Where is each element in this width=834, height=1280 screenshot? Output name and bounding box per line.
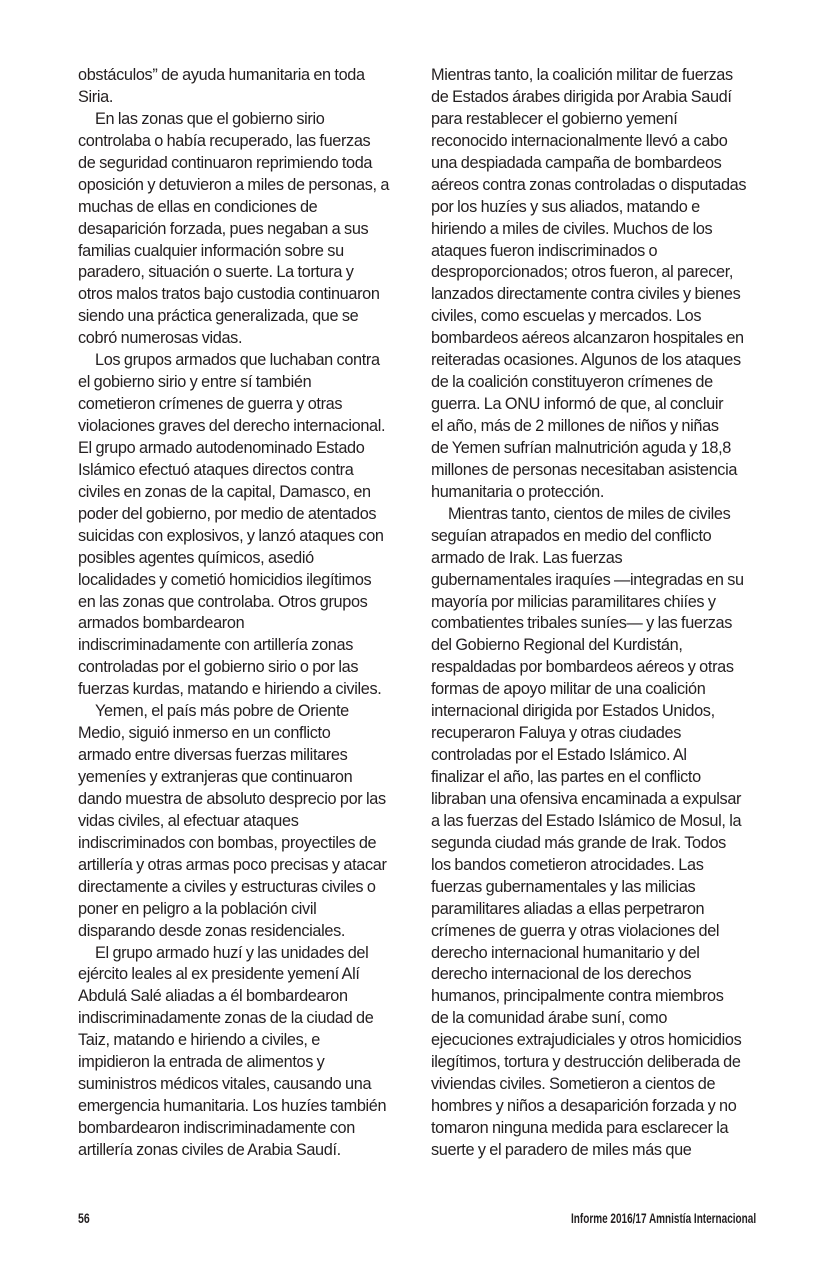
text-line: finalizar el año, las partes en el conflicto (431, 768, 701, 786)
text-line: emergencia humanitaria. Los huzíes también (78, 1097, 387, 1116)
text-line: cometieron crímenes de guerra y otras (78, 395, 343, 414)
text-line: Taiz, matando e hiriendo a civiles, e (78, 1031, 320, 1050)
page-number: 56 (78, 1211, 90, 1226)
text-line: suerte y el paradero de miles más que (431, 1140, 692, 1159)
text-line: hombres y niños a desaparición forzada y no (431, 1097, 737, 1116)
text-line: poner en peligro a la población civil (78, 899, 317, 918)
text-line: paradero, situación o suerte. La tortura y (78, 263, 354, 282)
text-line: de la coalición constituyeron crímenes de (431, 373, 713, 392)
paragraph-start-line: Mientras tanto, cientos de miles de civiles (448, 504, 731, 523)
text-line: suministros médicos vitales, causando una (78, 1075, 372, 1094)
text-line: Islámico efectuó ataques directos contra (78, 460, 354, 479)
text-line: gubernamentales iraquíes —integradas en su (431, 570, 744, 589)
text-line: Mientras tanto, la coalición militar de fuerzas (431, 66, 733, 84)
text-line: impidieron la entrada de alimentos y (78, 1053, 325, 1072)
text-line: de la comunidad árabe suní, como (431, 1009, 668, 1028)
text-line: de Yemen sufrían malnutrición aguda y 18,8 (431, 438, 731, 457)
text-line: ejército leales al ex presidente yemení Alí (78, 965, 360, 984)
text-line: combatientes tribales suníes— y las fuerzas (431, 614, 732, 633)
text-line: armado entre diversas fuerzas militares (78, 746, 348, 765)
text-line: suicidas con explosivos, y lanzó ataques con (78, 526, 384, 545)
text-line: seguían atrapados en medio del conflicto (431, 526, 712, 545)
text-line: el gobierno sirio y entre sí también (78, 373, 312, 392)
text-line: a las fuerzas del Estado Islámico de Mosul, la (431, 811, 742, 830)
text-line: armado de Irak. Las fuerzas (431, 548, 623, 567)
text-line: desproporcionados; otros fueron, al parecer, (431, 263, 734, 282)
text-line: cobró numerosas vidas. (78, 329, 243, 348)
text-line: mayoría por milicias paramilitares chiíes y (431, 592, 716, 611)
text-line: familias cualquier información sobre su (78, 241, 344, 260)
text-line: siendo una práctica generalizada, que se (78, 307, 359, 326)
text-line: crímenes de guerra y otras violaciones del (431, 921, 720, 940)
text-line: del Gobierno Regional del Kurdistán, (431, 636, 683, 655)
text-line: fuerzas gubernamentales y las milicias (431, 877, 696, 896)
text-line: hiriendo a miles de civiles. Muchos de los (431, 219, 713, 238)
text-line: derecho internacional humanitario y del (431, 943, 700, 962)
text-line: violaciones graves del derecho internacional. (78, 417, 386, 435)
left-column (78, 65, 414, 1162)
text-line: formas de apoyo militar de una coalición (431, 680, 706, 699)
text-line: posibles agentes químicos, asedió (78, 548, 314, 567)
text-line: millones de personas necesitaban asistencia (431, 460, 738, 479)
text-line: desaparición forzada, pues negaban a sus (78, 219, 369, 238)
text-line: indiscriminadamente con artillería zonas (78, 636, 353, 655)
text-line: localidades y cometió homicidios ilegítimos (78, 570, 372, 589)
right-column (431, 65, 767, 1162)
text-line: guerra. La ONU informó de que, al concluir (431, 395, 724, 414)
text-line: yemeníes y extranjeras que continuaron (78, 768, 353, 786)
text-line: internacional dirigida por Estados Unidos, (431, 702, 715, 721)
text-line: Siria. (78, 87, 113, 106)
text-line: controladas por el Estado Islámico. Al (431, 746, 687, 765)
text-line: una despiadada campaña de bombardeos (431, 153, 722, 172)
text-line: bombardeos aéreos alcanzaron hospitales en (431, 329, 744, 348)
text-line: controladas por el gobierno sirio o por las (78, 658, 359, 677)
text-line: obstáculos” de ayuda humanitaria en toda (78, 66, 365, 84)
text-line: recuperaron Faluya y otras ciudades (431, 724, 682, 743)
paragraph-start-line: El grupo armado huzí y las unidades del (95, 943, 369, 962)
text-line: lanzados directamente contra civiles y bienes (431, 285, 741, 304)
text-line: fuerzas kurdas, matando e hiriendo a civiles. (78, 680, 382, 699)
text-line: vidas civiles, al efectuar ataques (78, 811, 299, 830)
text-line: derecho internacional de los derechos (431, 965, 692, 984)
text-line: reconocido internacionalmente llevó a cabo (431, 131, 728, 150)
text-line: bombardearon indiscriminadamente con (78, 1119, 355, 1137)
text-line: dando muestra de absoluto desprecio por las (78, 789, 386, 808)
text-line: para restablecer el gobierno yemení (431, 109, 678, 128)
text-line: disparando desde zonas residenciales. (78, 921, 346, 940)
paragraph-start-line: Yemen, el país más pobre de Oriente (95, 702, 349, 721)
text-line: civiles en zonas de la capital, Damasco, en (78, 482, 371, 501)
text-line: tomaron ninguna medida para esclarecer la (431, 1119, 729, 1137)
text-line: los bandos cometieron atrocidades. Las (431, 855, 704, 874)
publication-title: Informe 2016/17 Amnistía Internacional (570, 1211, 756, 1226)
text-line: artillería zonas civiles de Arabia Saudí. (78, 1140, 341, 1159)
text-line: el año, más de 2 millones de niños y niñas (431, 417, 719, 435)
text-line: de Estados árabes dirigida por Arabia Saudí (431, 87, 732, 106)
text-line: segunda ciudad más grande de Irak. Todos (431, 833, 726, 852)
text-line: ilegítimos, tortura y destrucción deliberada de (431, 1053, 741, 1072)
text-line: humanos, principalmente contra miembros (431, 987, 724, 1006)
text-line: El grupo armado autodenominado Estado (78, 438, 365, 457)
text-line: paramilitares aliadas a ellas perpetraron (431, 899, 705, 918)
text-line: humanitaria o protección. (431, 482, 605, 501)
text-line: aéreos contra zonas controladas o disputadas (431, 175, 747, 194)
text-line: ejecuciones extrajudiciales y otros homicidios (431, 1031, 742, 1050)
text-line: indiscriminados con bombas, proyectiles de (78, 833, 377, 852)
paragraph-start-line: En las zonas que el gobierno sirio (95, 109, 325, 128)
text-line: muchas de ellas en condiciones de (78, 197, 318, 216)
text-line: civiles, como escuelas y mercados. Los (431, 307, 702, 326)
text-line: libraban una ofensiva encaminada a expulsar (431, 789, 742, 808)
text-line: poder del gobierno, por medio de atentados (78, 504, 377, 523)
text-line: directamente a civiles y estructuras civiles o (78, 877, 376, 896)
text-line: por los huzíes y sus aliados, matando e (431, 197, 700, 216)
text-line: otros malos tratos bajo custodia continuaron (78, 285, 380, 304)
text-line: oposición y detuvieron a miles de personas, a (78, 175, 390, 194)
text-line: Medio, siguió inmerso en un conflicto (78, 724, 331, 743)
text-line: ataques fueron indiscriminados o (431, 241, 658, 260)
text-line: indiscriminadamente zonas de la ciudad de (78, 1009, 374, 1028)
text-line: armados bombardearon (78, 614, 245, 633)
text-line: viviendas civiles. Sometieron a cientos de (431, 1075, 716, 1094)
text-line: Abdulá Salé aliadas a él bombardearon (78, 987, 348, 1006)
paragraph-start-line: Los grupos armados que luchaban contra (95, 351, 380, 370)
text-line: controlaba o había recuperado, las fuerzas (78, 131, 371, 150)
text-line: de seguridad continuaron reprimiendo toda (78, 153, 373, 172)
text-line: en las zonas que controlaba. Otros grupos (78, 592, 368, 611)
text-line: artillería y otras armas poco precisas y atacar (78, 855, 387, 874)
text-line: reiteradas ocasiones. Algunos de los ataques (431, 351, 741, 370)
text-line: respaldadas por bombardeos aéreos y otras (431, 658, 734, 677)
